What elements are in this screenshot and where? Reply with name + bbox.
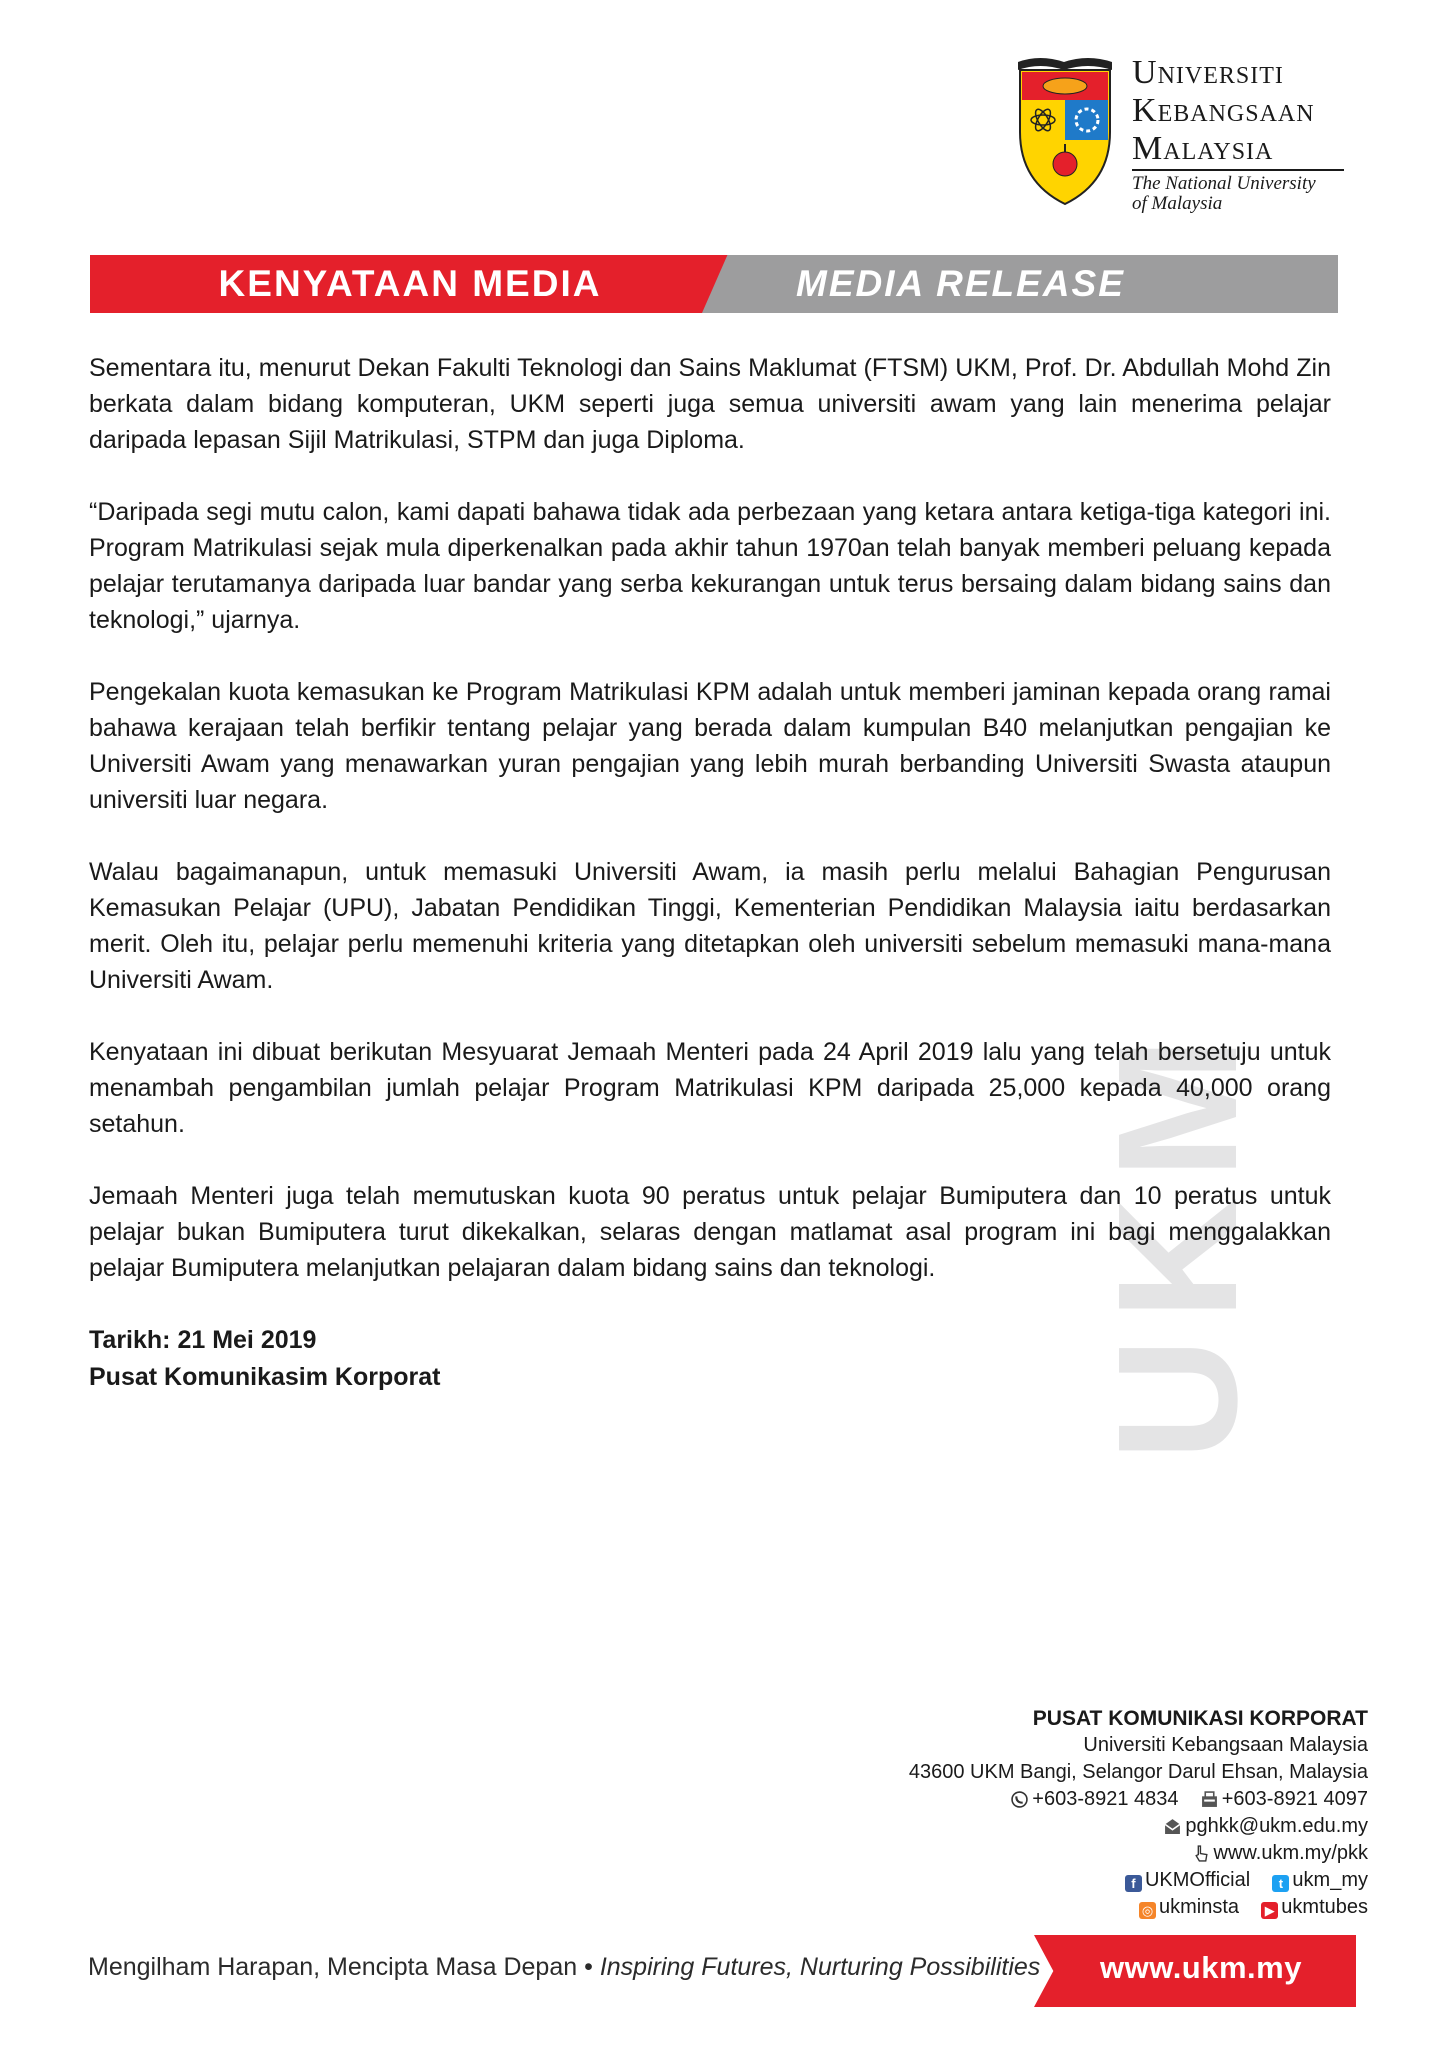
social-row-2: [909, 1894, 1368, 1921]
paragraph: Kenyataan ini dibuat berikutan Mesyuarat Jemaah Menteri pada 24 April 2019 lalu yang telah bersetuju untuk menambah pengambilan jumlah pelajar Program Matrikulasi KPM daripada 25,000 kepada 40,000 orang setahun.: [89, 1038, 1331, 1138]
tagline-malay: Mengilham Harapan, Mencipta Masa Depan: [88, 1953, 578, 1981]
banner-title-malay: KENYATAAN MEDIA: [218, 263, 602, 304]
paragraph: Jemaah Menteri juga telah memutuskan kuota 90 peratus untuk pelajar Bumiputera dan 10 peratus untuk pelajar bukan Bumiputera turut dikekalkan, selaras dengan matlamat asal program ini bagi menggalakkan pelajar Bumiputera melanjutkan pelajaran dalam bidang sains dan teknologi.: [89, 1182, 1331, 1282]
facebook-handle[interactable]: UKMOfficial: [1144, 1869, 1251, 1891]
footer-tagline: [88, 1953, 1040, 1982]
facebook-icon: f: [1125, 1875, 1142, 1892]
logo-word-universiti: UNIVERSITI: [1132, 54, 1284, 91]
contact-phone[interactable]: +603-8921 4834: [1032, 1788, 1179, 1810]
issuing-office: Pusat Komunikasim Korporat: [89, 1363, 441, 1391]
ukm-watermark: UKM: [1083, 1019, 1273, 1461]
youtube-icon: ▶: [1261, 1902, 1278, 1919]
twitter-handle[interactable]: ukm_my: [1292, 1869, 1368, 1891]
contact-fax: +603-8921 4097: [1221, 1788, 1368, 1810]
release-body: [89, 350, 1331, 1322]
logo-tagline-2: of Malaysia: [1132, 193, 1223, 214]
phone-icon: [1011, 1791, 1028, 1808]
youtube-handle[interactable]: ukmtubes: [1281, 1896, 1368, 1918]
paragraph: Sementara itu, menurut Dekan Fakulti Teknologi dan Sains Maklumat (FTSM) UKM, Prof. Dr. Abdullah Mohd Zin berkata dalam bidang komputeran, UKM seperti juga semua universiti awam yang lain menerima pelajar daripada lepasan Sijil Matrikulasi, STPM dan juga Diploma.: [89, 354, 1331, 454]
instagram-icon: ◎: [1139, 1902, 1156, 1919]
tagline-english: Inspiring Futures, Nurturing Possibilities: [599, 1953, 1041, 1981]
banner-title-english: MEDIA RELEASE: [796, 263, 1125, 304]
logo-divider: [1132, 169, 1344, 171]
footer-url-link[interactable]: www.ukm.my: [1100, 1950, 1302, 1985]
contact-phone-fax-row: [909, 1786, 1368, 1813]
tagline-separator: •: [584, 1953, 593, 1981]
instagram-handle[interactable]: ukminsta: [1159, 1896, 1240, 1918]
cursor-hand-icon: [1193, 1845, 1210, 1862]
contact-address: 43600 UKM Bangi, Selangor Darul Ehsan, Malaysia: [908, 1761, 1368, 1783]
fax-icon: [1201, 1791, 1218, 1808]
paragraph: Pengekalan kuota kemasukan ke Program Matrikulasi KPM adalah untuk memberi jaminan kepada orang ramai bahawa kerajaan telah berfikir tentang pelajar yang berada dalam kumpulan B40 melanjutkan pengajian ke Universiti Awam yang menawarkan yuran pengajian yang lebih murah berbanding Universiti Swasta ataupun universiti luar negara.: [89, 678, 1331, 814]
release-date: Tarikh: 21 Mei 2019: [89, 1326, 317, 1354]
social-row-1: [909, 1867, 1368, 1894]
contact-title: PUSAT KOMUNIKASI KORPORAT: [1032, 1707, 1368, 1730]
ukm-crest-icon: [1010, 52, 1120, 212]
paragraph: Walau bagaimanapun, untuk memasuki Universiti Awam, ia masih perlu melalui Bahagian Pengurusan Kemasukan Pelajar (UPU), Jabatan Pendidikan Tinggi, Kementerian Pendidikan Malaysia iaitu berdasarkan merit. Oleh itu, pelajar perlu memenuhi kriteria yang ditetapkan oleh universiti sebelum memasuki mana-mana Universiti Awam.: [89, 858, 1331, 994]
twitter-icon: t: [1272, 1875, 1289, 1892]
contact-email-row: [909, 1813, 1368, 1840]
signature-block: [89, 1322, 440, 1396]
media-release-banner: [90, 255, 1338, 313]
email-icon: [1164, 1818, 1181, 1835]
logo-tagline-1: The National University: [1132, 173, 1316, 194]
paragraph: “Daripada segi mutu calon, kami dapati bahawa tidak ada perbezaan yang ketara antara ketiga-tiga kategori ini. Program Matrikulasi sejak mula diperkenalkan pada akhir tahun 1970an telah banyak memberi peluang kepada pelajar terutamanya daripada luar bandar yang serba kekurangan untuk terus bersaing dalam bidang sains dan teknologi,” ujarnya.: [89, 498, 1331, 634]
contact-university: Universiti Kebangsaan Malaysia: [1083, 1734, 1368, 1756]
contact-website[interactable]: www.ukm.my/pkk: [1213, 1842, 1368, 1864]
logo-word-kebangsaan: KEBANGSAAN: [1132, 92, 1315, 129]
contact-web-row: [909, 1840, 1368, 1867]
contact-block: [909, 1705, 1368, 1921]
contact-email[interactable]: pghkk@ukm.edu.my: [1185, 1815, 1368, 1837]
ukm-logo: [1010, 52, 1340, 212]
logo-word-malaysia: MALAYSIA: [1132, 130, 1274, 167]
